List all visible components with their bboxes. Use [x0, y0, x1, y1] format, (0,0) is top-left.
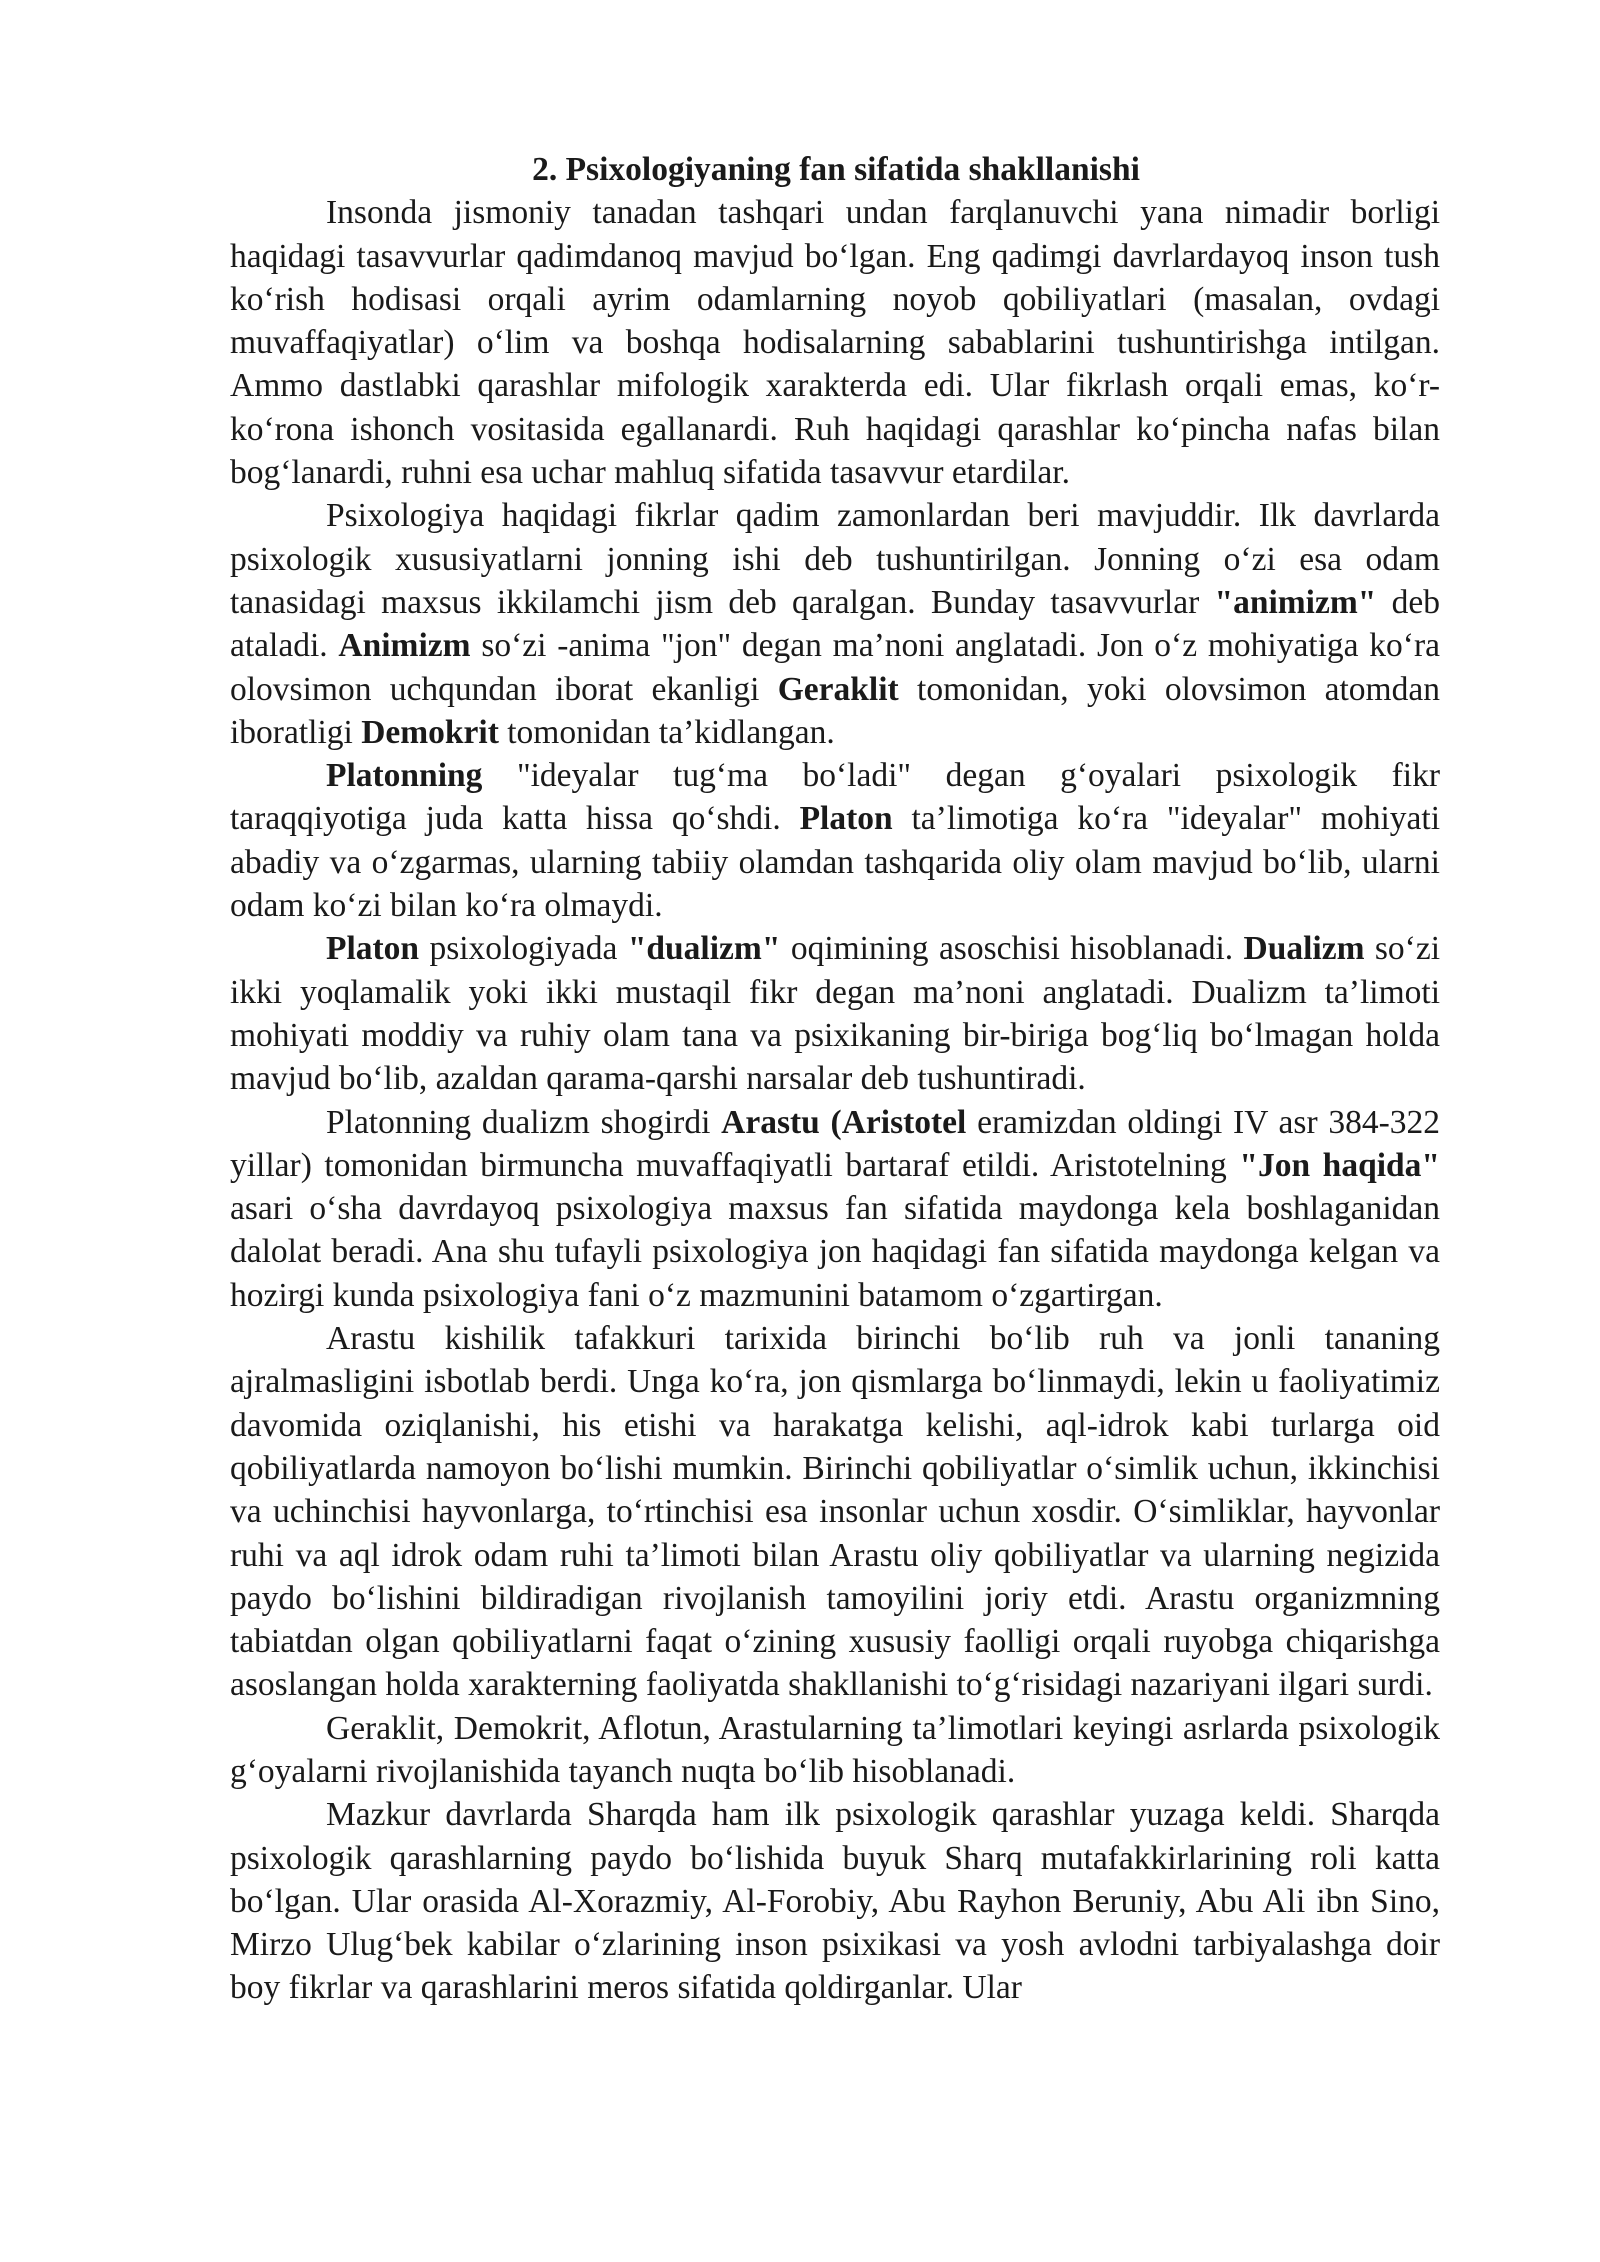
bold-text: Platon: [326, 930, 420, 968]
bold-text: Platonning: [326, 757, 483, 795]
text-run: Platonning dualizm shogirdi: [326, 1103, 722, 1141]
text-run: deb ataladi.: [230, 583, 1440, 665]
text-run: psixologiyada: [419, 930, 628, 968]
paragraph: [230, 927, 1440, 1100]
text-run: so‘zi -anima "jon" degan ma’noni anglatadi. Jon o‘z mohiyatiga ko‘ra olovsimon uchqundan iborat ekanligi: [230, 627, 1440, 708]
text-run: asari o‘sha davrdayoq psixologiya maxsus fan sifatida maydonga kela boshlaganidan dalolat beradi. Ana shu tufayli psixologiya jon haqidagi fan sifatida maydonga kelgan va hozirgi kunda psixologiya fani o‘z mazmunini batamom o‘zgartirgan.: [230, 1190, 1440, 1314]
text-run: Insonda jismoniy tanadan tashqari undan farqlanuvchi yana nimadir borligi haqidagi tasavvurlar qadimdanoq mavjud bo‘lgan. Eng qadimgi davrlardayoq inson tush ko‘rish hodisasi orqali ayrim odamlarning noyob qobiliyatlari (masalan, ovdagi muvaffaqiyatlar) o‘lim va boshqa hodisalarning sabablarini tushuntirishga intilgan. Ammo dastlabki qarashlar mifologik xarakterda edi. Ular fikrlash orqali emas, ko‘r-ko‘rona ishonch vositasida egallanardi. Ruh haqidagi qarashlar ko‘pincha nafas bilan bog‘lanardi, ruhni esa uchar mahluq sifatida tasavvur etardilar.: [230, 194, 1440, 492]
paragraph: [230, 754, 1440, 927]
text-run: "ideyalar tug‘ma bo‘ladi" degan g‘oyalari psixologik fikr taraqqiyotiga juda katta hissa qo‘shdi.: [230, 757, 1440, 838]
text-run: oqimining asoschisi hisoblanadi.: [780, 930, 1244, 968]
text-run: Geraklit, Demokrit, Aflotun, Arastularning ta’limotlari keyingi asrlarda psixologik g‘oyalarni rivojlanishida tayanch nuqta bo‘lib hisoblanadi.: [230, 1709, 1440, 1790]
bold-text: Platon: [799, 800, 893, 838]
bold-text: Demokrit: [361, 713, 499, 751]
bold-text: Dualizm: [1243, 930, 1365, 968]
paragraph: [230, 1101, 1440, 1317]
paragraph: [230, 1793, 1440, 2009]
text-run: tomonidan, yoki olovsimon atomdan iboratligi: [230, 670, 1440, 751]
bold-text: "Jon haqida": [1239, 1146, 1440, 1184]
paragraph: [230, 494, 1440, 754]
bold-text: Animizm: [338, 627, 471, 665]
section-title: 2. Psixologiyaning fan sifatida shakllanishi: [532, 151, 1140, 188]
text-run: eramizdan oldingi IV asr 384-322 yillar) tomonidan birmuncha muvaffaqiyatli bartaraf etildi. Aristotelning: [230, 1103, 1441, 1184]
text-run: Mazkur davrlarda Sharqda ham ilk psixologik qarashlar yuzaga keldi. Sharqda psixologik qarashlarning paydo bo‘lishida buyuk Sharq mutafakkirlarining roli katta bo‘lgan. Ular orasida Al-Xorazmiy, Al-Forobiy, Abu Rayhon Beruniy, Abu Ali ibn Sino, Mirzo Ulug‘bek kabilar o‘zlarining inson psixikasi va yosh avlodni tarbiyalashga doir boy fikrlar va qarashlarini meros sifatida qoldirganlar. Ular: [230, 1796, 1440, 2007]
bold-text: Arastu (Aristotel: [721, 1103, 967, 1141]
document-page: [230, 148, 1440, 2010]
paragraph: [230, 1707, 1440, 1794]
bold-text: "dualizm": [627, 930, 781, 968]
bold-text: "animizm": [1214, 583, 1377, 621]
text-run: Psixologiya haqidagi fikrlar qadim zamonlardan beri mavjuddir. Ilk davrlarda psixologik xususiyatlarni jonning ishi deb tushuntirilgan. Jonning o‘zi esa odam tanasidagi maxsus ikkilamchi jism deb qaralgan. Bunday tasavvurlar: [230, 497, 1440, 621]
bold-text: Geraklit: [777, 670, 899, 708]
text-run: so‘zi ikki yoqlamalik yoki ikki mustaqil fikr degan ma’noni anglatadi. Dualizm ta’limoti mohiyati moddiy va ruhiy olam tana va psixikaning bir-biriga bog‘liq bo‘lmagan holda mavjud bo‘lib, azaldan qarama-qarshi narsalar deb tushuntiradi.: [230, 930, 1441, 1098]
text-run: tomonidan ta’kidlangan.: [498, 713, 835, 751]
paragraph: [230, 1317, 1440, 1707]
paragraph: [230, 191, 1440, 494]
text-run: Arastu kishilik tafakkuri tarixida birinchi bo‘lib ruh va jonli tananing ajralmasligini isbotlab berdi. Unga ko‘ra, jon qismlarga bo‘linmaydi, lekin u faoliyatimiz davomida oziqlanishi, his etishi va harakatga kelishi, aql-idrok kabi turlarga oid qobiliyatlarda namoyon bo‘lishi mumkin. Birinchi qobiliyatlar o‘simlik uchun, ikkinchisi va uchinchisi hayvonlarga, to‘rtinchisi esa insonlar uchun xosdir. O‘simliklar, hayvonlar ruhi va aql idrok odam ruhi ta’limoti bilan Arastu oliy qobiliyatlar va ularning negizida paydo bo‘lishini bildiradigan rivojlanish tamoyilini joriy etdi. Arastu organizmning tabiatdan olgan qobiliyatlarni faqat o‘zining xususiy faolligi orqali ruyobga chiqarishga asoslangan holda xarakterning faoliyatda shakllanishi to‘g‘risidagi nazariyani ilgari surdi.: [230, 1320, 1440, 1704]
document-body: [230, 191, 1440, 2009]
text-run: ta’limotiga ko‘ra "ideyalar" mohiyati abadiy va o‘zgarmas, ularning tabiiy olamdan tashqarida oliy olam mavjud bo‘lib, ularni odam ko‘zi bilan ko‘ra olmaydi.: [230, 800, 1440, 925]
